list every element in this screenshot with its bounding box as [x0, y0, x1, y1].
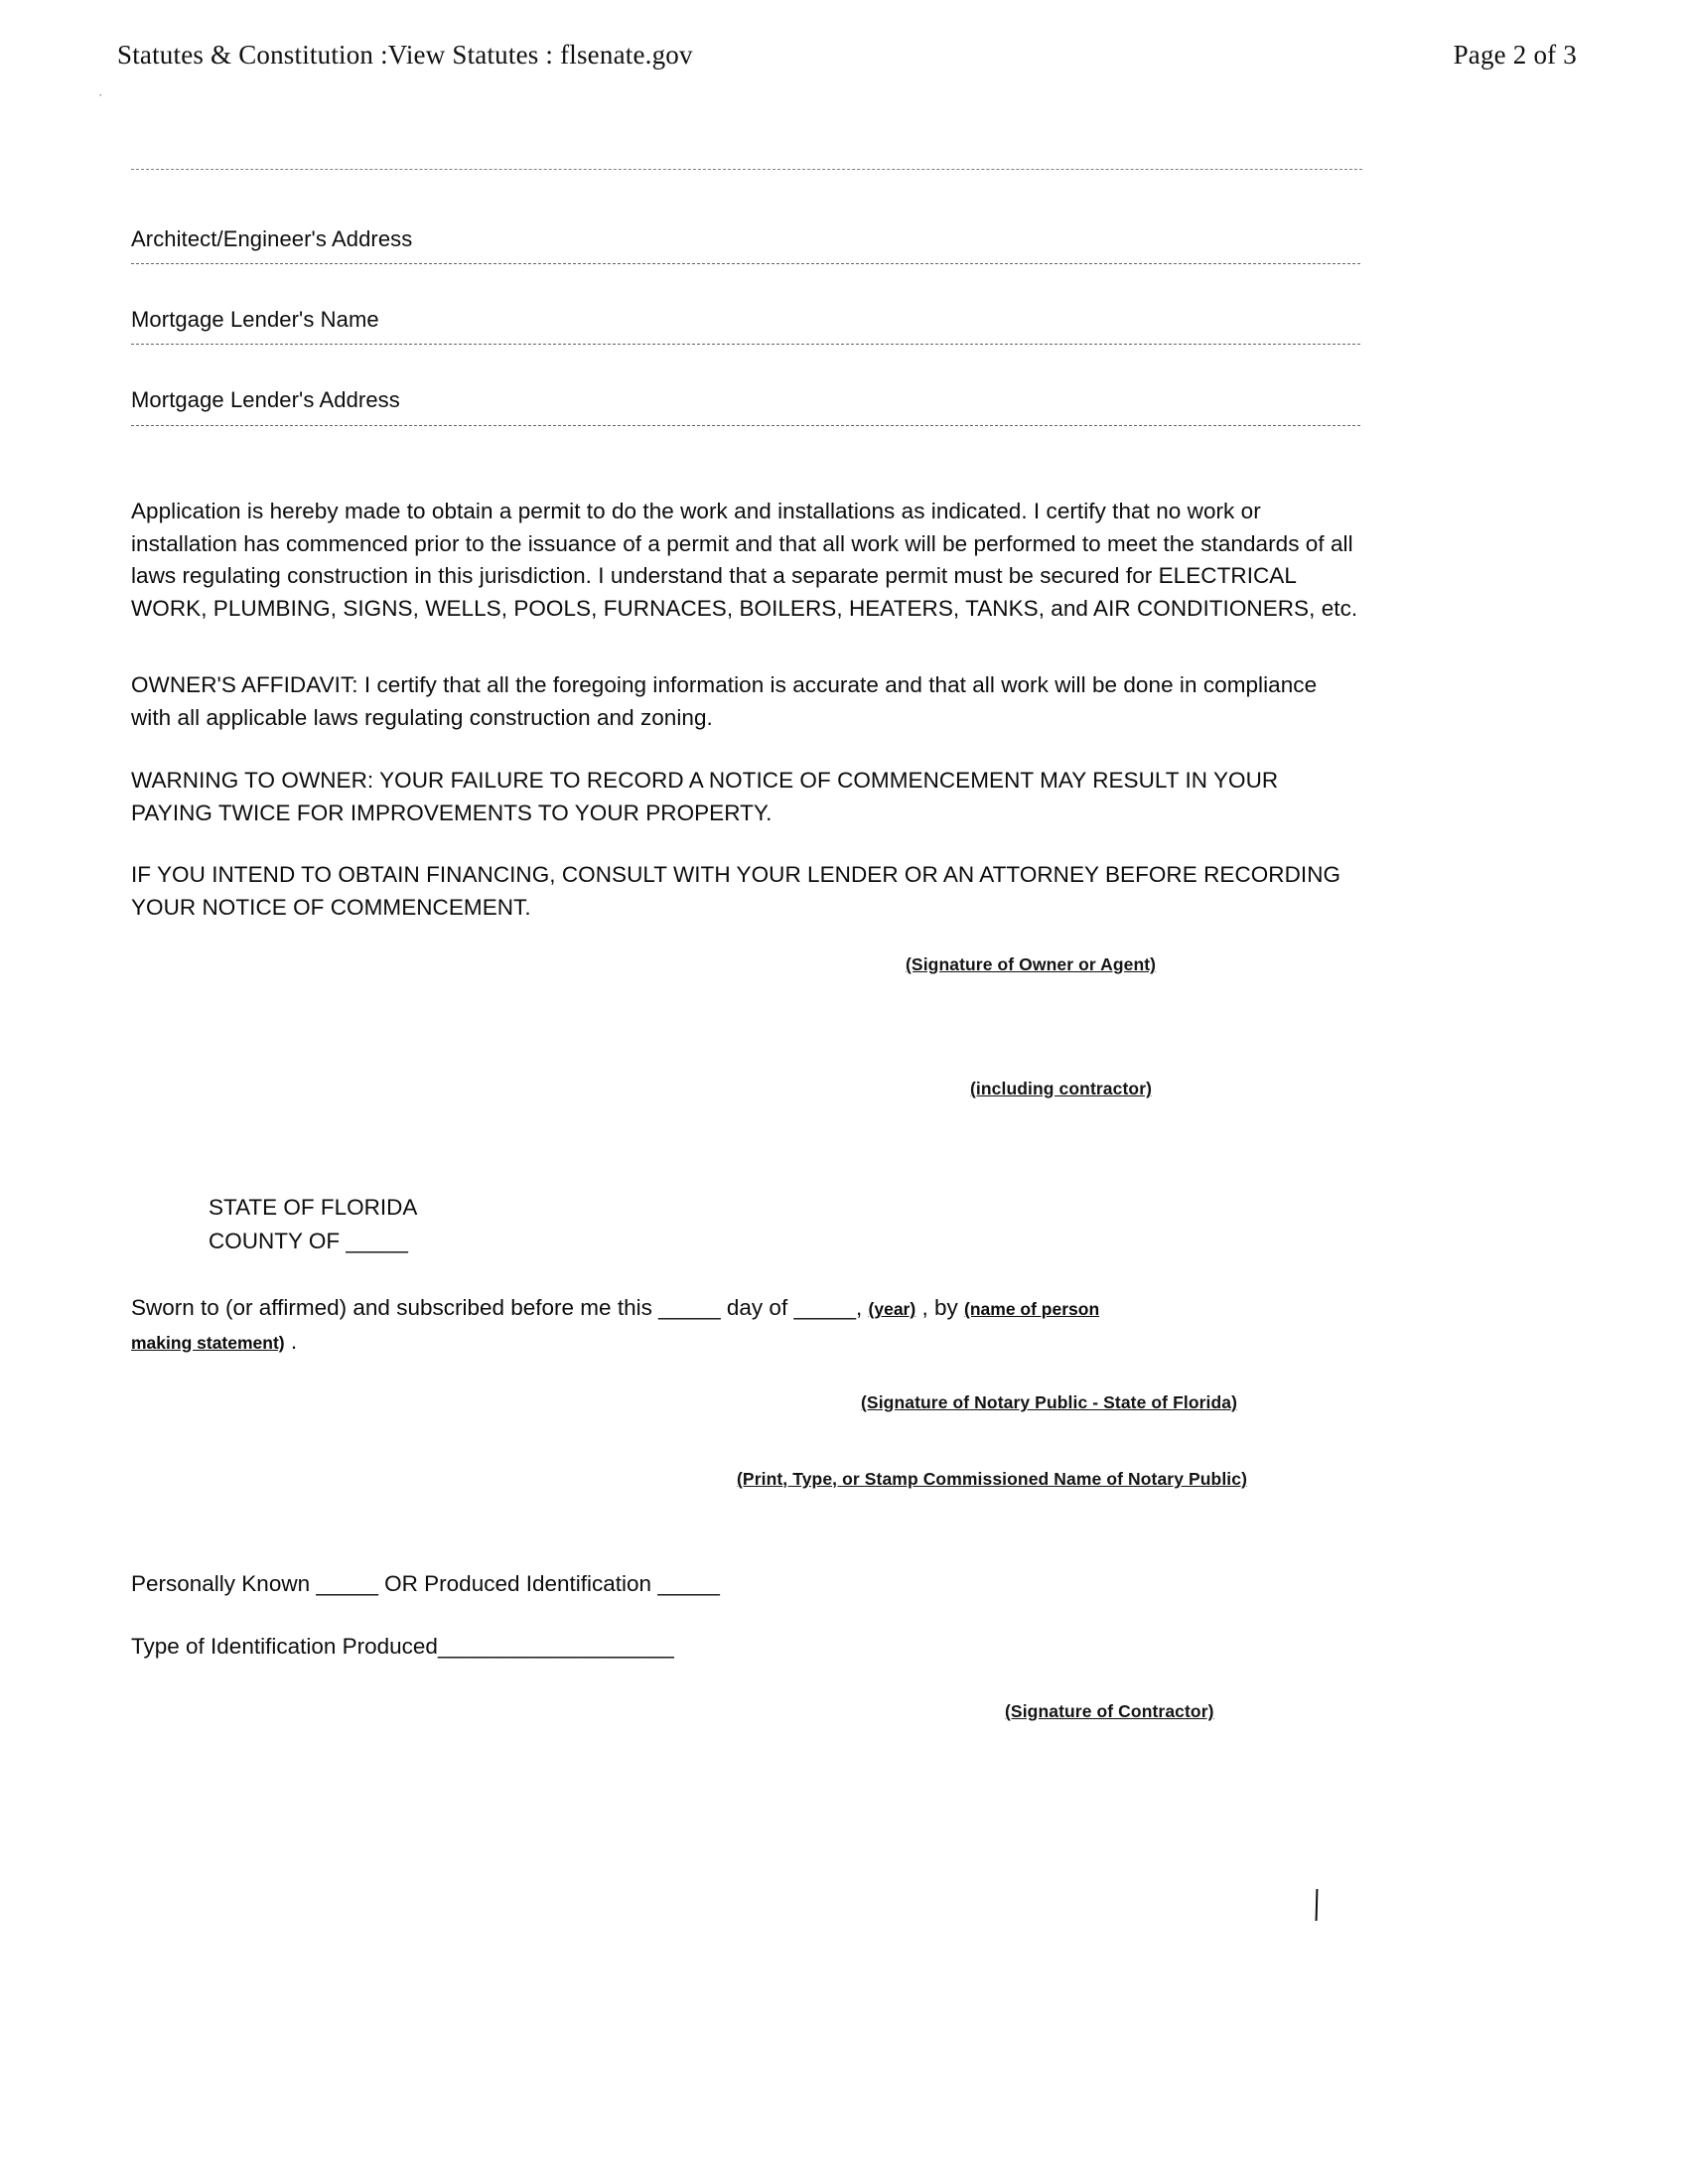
sworn-period: . — [290, 1329, 298, 1355]
fill-in-rule[interactable] — [131, 344, 1360, 345]
spacer — [131, 1492, 1362, 1567]
caption-print-type-stamp: (Print, Type, or Stamp Commissioned Name of Notary Public) — [737, 1468, 1248, 1489]
running-head — [117, 40, 1577, 71]
sworn-year-placeholder[interactable]: (year) — [868, 1299, 916, 1320]
field-label: Mortgage Lender's Name — [131, 307, 379, 333]
paragraph-warning-to-owner: WARNING TO OWNER: YOUR FAILURE TO RECORD A NOTICE OF COMMENCEMENT MAY RESULT IN YOUR PAYING TWICE FOR IMPROVEMENTS TO YOUR PROPERTY. — [131, 767, 1279, 825]
spacer — [131, 1101, 1362, 1191]
sworn-by: , by — [921, 1295, 958, 1321]
county-of-line[interactable]: COUNTY OF _____ — [209, 1228, 408, 1253]
sworn-name-placeholder[interactable]: (name of person — [964, 1299, 1100, 1320]
fill-in-rule[interactable] — [131, 425, 1360, 426]
state-of-florida-line: STATE OF FLORIDA — [209, 1194, 418, 1220]
field-label: Architect/Engineer's Address — [131, 226, 413, 251]
spacer — [131, 1600, 1362, 1630]
field-mortgage-lender-address — [131, 384, 1362, 425]
sworn-statement — [131, 1291, 1362, 1359]
paragraph-owners-affidavit: OWNER'S AFFIDAVIT: I certify that all the foregoing information is accurate and that all work will be done in compliance with all applicable laws regulating construction and zoning. — [131, 672, 1318, 730]
spacer — [131, 1415, 1362, 1467]
scan-artifact: · — [98, 87, 103, 102]
sworn-prefix: Sworn to (or affirmed) and subscribed before me this _____ day of _____, — [131, 1295, 863, 1321]
caption-signature-of-contractor: (Signature of Contractor) — [1005, 1701, 1214, 1722]
caption-row-print-type-stamp — [131, 1467, 1362, 1492]
caption-signature-of-owner: (Signature of Owner or Agent) — [906, 954, 1157, 975]
caption-signature-of-notary: (Signature of Notary Public - State of Florida) — [861, 1391, 1238, 1412]
page-title: Statutes & Constitution :View Statutes : flsenate.gov — [117, 40, 693, 70]
spacer — [131, 1359, 1362, 1390]
field-label: Mortgage Lender's Address — [131, 387, 400, 413]
paragraph-application: Application is hereby made to obtain a permit to do the work and installations as indicated. I certify that no work or installation has commenced prior to the issuance of a permit and that all work will be performed to meet the standards of all laws regulating construction in this jurisdiction. I understand that a separate permit must be secured for ELECTRICAL WORK, PLUMBING, SIGNS, WELLS, POOLS, FURNACES, BOILERS, HEATERS, TANKS, and AIR CONDITIONERS, etc. — [131, 498, 1358, 622]
field-mortgage-lender-name — [131, 304, 1362, 345]
spacer — [131, 977, 1362, 1077]
pen-stroke-artifact — [1316, 1889, 1319, 1921]
sworn-name-placeholder-cont[interactable]: making statement) — [131, 1333, 285, 1354]
caption-row-owner-signature — [131, 952, 1362, 977]
form-body — [131, 169, 1362, 1724]
caption-including-contractor: (including contractor) — [970, 1078, 1153, 1098]
spacer — [131, 735, 1362, 765]
caption-row-including-contractor — [131, 1077, 1362, 1101]
fill-in-rule-top — [131, 169, 1362, 170]
caption-row-contractor-signature — [131, 1699, 1362, 1724]
personally-known-line[interactable]: Personally Known _____ OR Produced Identification _____ — [131, 1570, 720, 1596]
spacer — [131, 1664, 1362, 1699]
spacer — [131, 829, 1362, 859]
spacer — [131, 434, 1362, 496]
page-number: Page 2 of 3 — [1453, 40, 1577, 70]
spacer — [131, 925, 1362, 952]
spacer — [131, 1257, 1362, 1291]
fill-in-rule[interactable] — [131, 263, 1360, 264]
caption-row-notary-signature — [131, 1390, 1362, 1415]
spacer — [131, 626, 1362, 669]
notary-state-block — [209, 1191, 1362, 1258]
field-architect-engineer-address — [131, 223, 1362, 264]
paragraph-financing-notice: IF YOU INTEND TO OBTAIN FINANCING, CONSULT WITH YOUR LENDER OR AN ATTORNEY BEFORE RECORDING YOUR NOTICE OF COMMENCEMENT. — [131, 862, 1341, 921]
type-of-identification-line[interactable]: Type of Identification Produced___________________ — [131, 1634, 674, 1660]
